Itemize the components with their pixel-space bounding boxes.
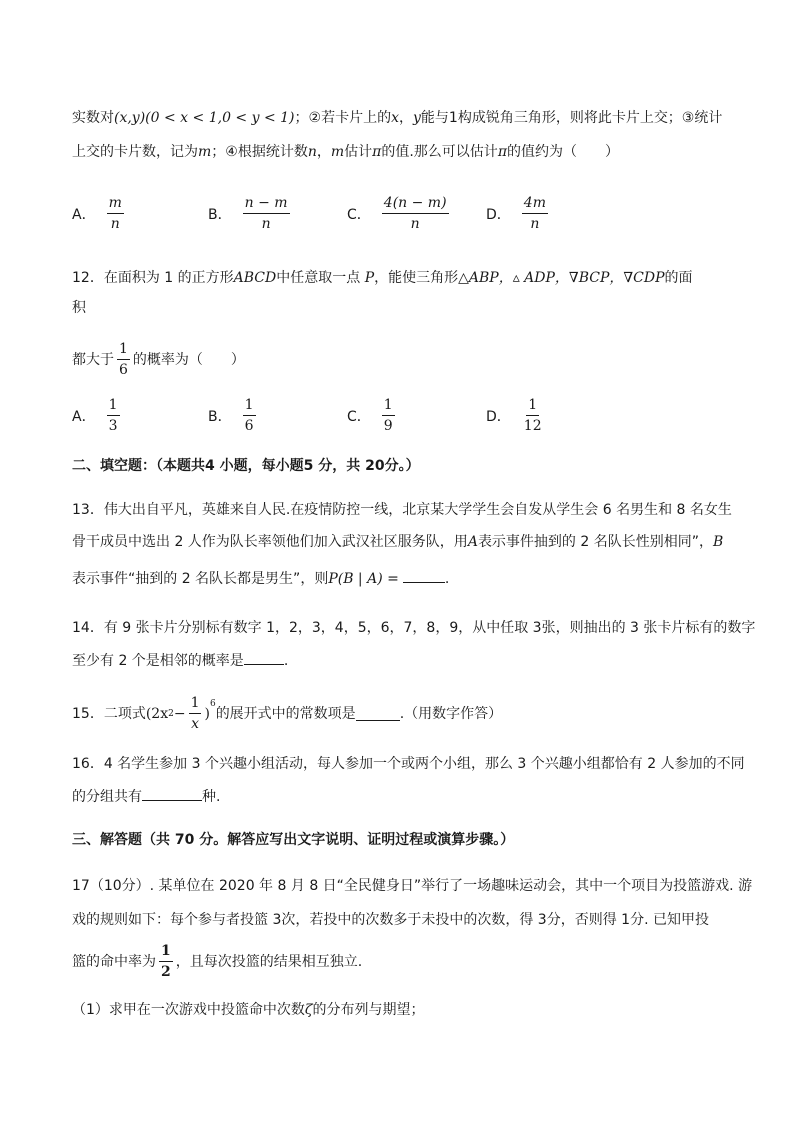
q15-line: 15．二项式 (2x 2 − $\frac{1}{x}$ ) $^6$ 的展开式中的常数项是 .（用数字作答）	[72, 695, 503, 732]
answer-blank	[356, 706, 400, 721]
q17-line3: 篮的命中率为 $\frac{1}{2}$ ，且每次投篮的结果相互独立.	[72, 943, 363, 980]
section-heading-solutions: 三、解答题（共 70 分。解答应写出文字说明、证明过程或演算步骤。）	[72, 832, 515, 848]
fraction: $\frac{1}{6}$	[244, 397, 254, 434]
q12-line1: 12．在面积为 1 的正方形ABCD中任意取一点 P，能使三角形△ABP，▵ ADP，∇BCP，∇CDP的面	[72, 270, 693, 286]
q11-line2: 上交的卡片数，记为m；④根据统计数n，m估计π的值.那么可以估计π的值约为（ ）	[72, 144, 620, 160]
q12-option-c: C． $\frac{1}{9}$	[347, 397, 393, 434]
q11-option-a: A． $\frac{m}{n}$	[72, 195, 122, 232]
fraction: $\frac{1}{x}$	[190, 695, 200, 732]
section-heading-fill-in: 二、填空题：（本题共4 小题，每小题5 分，共 20分。）	[72, 458, 420, 474]
q12-option-b: B． $\frac{1}{6}$	[208, 397, 254, 434]
q17-line1: 17（10分）. 某单位在 2020 年 8 月 8 日“全民健身日”举行了一场趣味运动会，其中一个项目为投篮游戏. 游	[72, 878, 753, 894]
q12-line2: 积	[72, 300, 86, 316]
q11-line1: 实数对(x,y)(0 < x < 1,0 < y < 1)；②若卡片上的x，y能与1构成锐角三角形，则将此卡片上交；③统计	[72, 110, 723, 126]
q16-line2: 的分组共有 种.	[72, 786, 220, 807]
fraction: $\frac{1}{3}$	[108, 397, 118, 434]
q17-sub1: （1）求甲在一次游戏中投篮命中次数ζ的分布列与期望；	[72, 1002, 425, 1018]
q11-option-c: C． $\frac{4(n - m)}{n}$	[347, 195, 447, 232]
fraction: $\frac{1}{9}$	[383, 397, 393, 434]
q11-option-d: D． $\frac{4m}{n}$	[486, 195, 546, 232]
q16-line1: 16．4 名学生参加 3 个兴趣小组活动，每人参加一个或两个小组，那么 3 个兴趣小组都恰有 2 人参加的不同	[72, 756, 745, 772]
q17-line2: 戏的规则如下：每个参与者投篮 3次，若投中的次数多于未投中的次数，得 3分，否则得 1分. 已知甲投	[72, 912, 709, 928]
fraction: $\frac{1}{12}$	[523, 397, 542, 434]
q12-option-d: D． $\frac{1}{12}$	[486, 397, 542, 434]
fraction: $\frac{m}{n}$	[108, 195, 122, 232]
q12-option-a: A． $\frac{1}{3}$	[72, 397, 118, 434]
q13-line1: 13．伟大出自平凡，英雄来自人民.在疫情防控一线，北京某大学学生会自发从学生会 6 名男生和 8 名女生	[72, 502, 732, 518]
q12-line3: 都大于 $\frac{1}{6}$ 的概率为（ ）	[72, 341, 245, 378]
q14-line1: 14．有 9 张卡片分别标有数字 1，2，3，4，5，6，7，8，9，从中任取 3张，则抽出的 3 张卡片标有的数字	[72, 620, 756, 636]
q14-line2: 至少有 2 个是相邻的概率是 .	[72, 650, 288, 671]
q13-line2: 骨干成员中选出 2 人作为队长率领他们加入武汉社区服务队，用A表示事件抽到的 2 名队长性别相同”，B	[72, 534, 724, 550]
q11-option-b: B． $\frac{n - m}{n}$	[208, 195, 288, 232]
fraction: $\frac{1}{6}$	[119, 341, 128, 378]
fraction: $\frac{4m}{n}$	[523, 195, 546, 232]
answer-blank	[403, 568, 445, 583]
fraction: $\frac{n - m}{n}$	[244, 195, 288, 232]
fraction: $\frac{1}{2}$	[161, 943, 171, 980]
answer-blank	[142, 786, 202, 801]
fraction: $\frac{4(n - m)}{n}$	[383, 195, 447, 232]
q13-line3: 表示事件“抽到的 2 名队长都是男生”，则P(B | A) = .	[72, 568, 449, 589]
answer-blank	[244, 650, 284, 665]
